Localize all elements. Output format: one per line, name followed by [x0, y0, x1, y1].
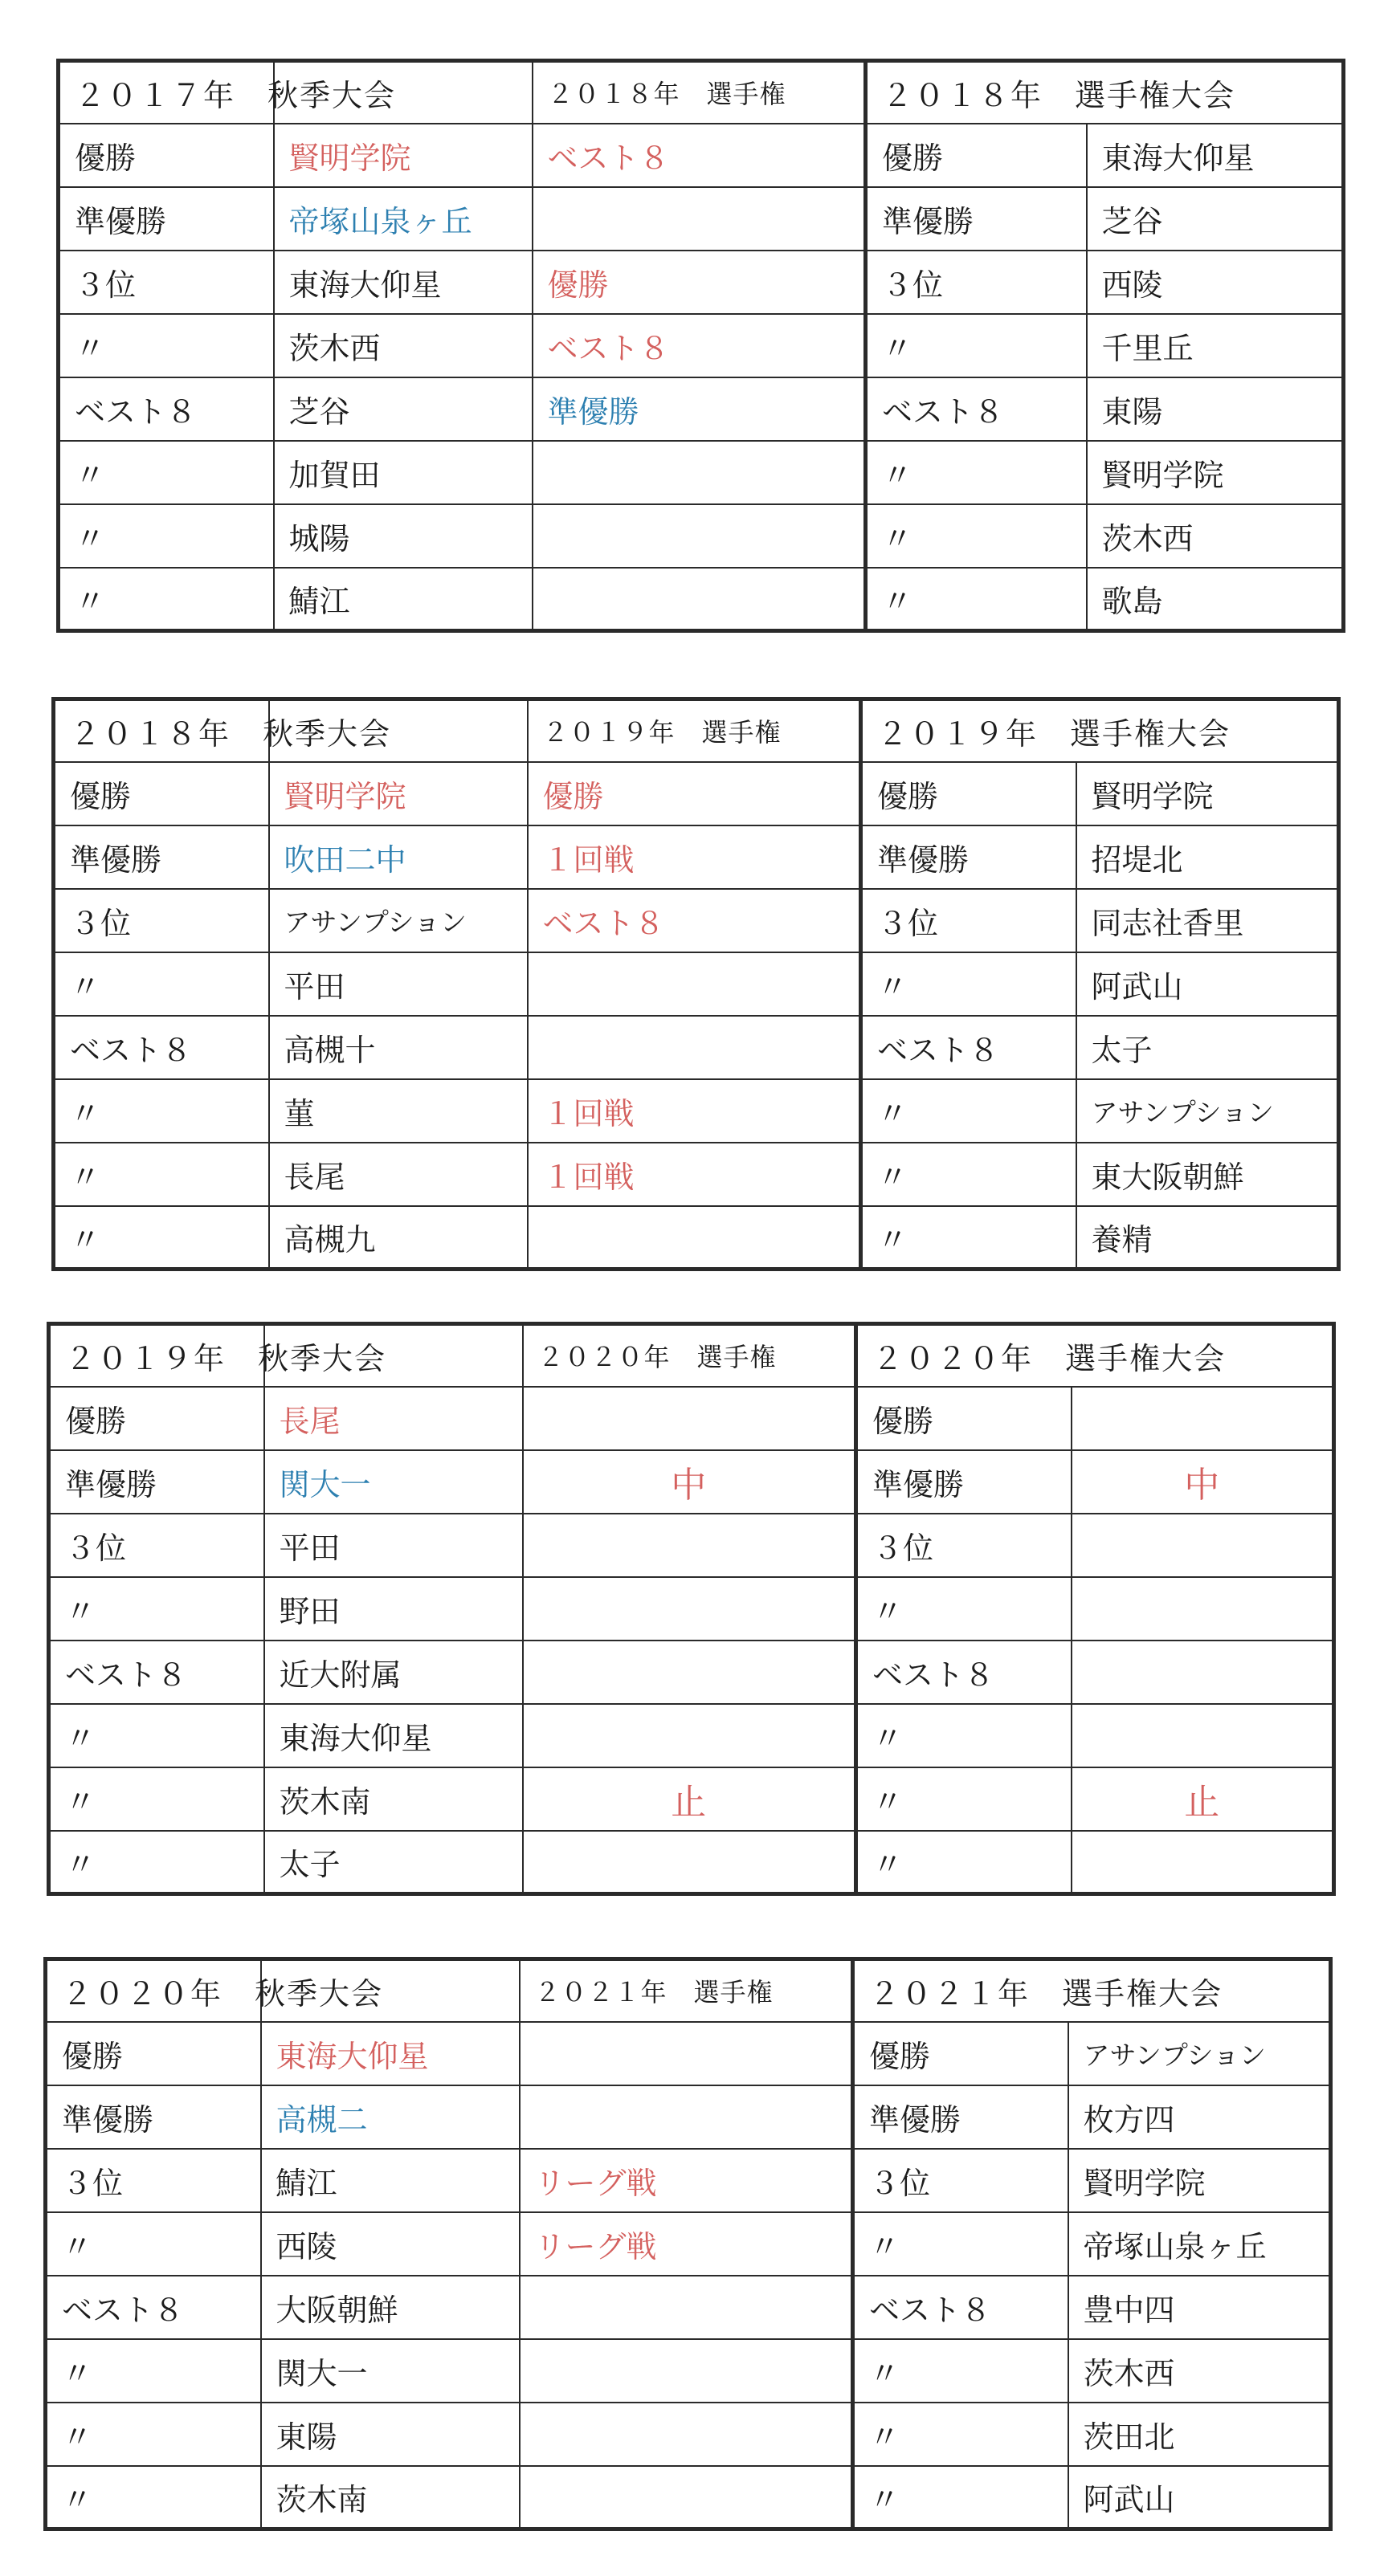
rank-label: 〃 [49, 1704, 264, 1767]
team-name: 太子 [264, 1831, 523, 1894]
rank-label: 準優勝 [853, 2085, 1068, 2149]
team-name: 西陵 [1087, 251, 1344, 314]
team-name: 西陵 [261, 2212, 520, 2276]
team-name: 豊中四 [1068, 2276, 1331, 2339]
rank-label: 〃 [59, 314, 274, 377]
rank-label: 準優勝 [46, 2085, 261, 2149]
team-name: 賢明学院 [1076, 762, 1339, 825]
next-result: １回戦 [528, 1079, 861, 1143]
team-name: 茨木西 [1068, 2339, 1331, 2403]
team-name: 東海大仰星 [1087, 124, 1344, 187]
next-result: １回戦 [528, 1143, 861, 1206]
rank-label: 〃 [866, 504, 1087, 568]
rank-label: 準優勝 [54, 825, 269, 889]
rank-label: 〃 [861, 952, 1076, 1016]
rank-label: 準優勝 [856, 1450, 1072, 1514]
team-name: 阿武山 [1076, 952, 1339, 1016]
rank-label: 〃 [49, 1831, 264, 1894]
team-name: 関大一 [264, 1450, 523, 1514]
championship-table [859, 697, 1341, 1271]
rank-label: 〃 [54, 952, 269, 1016]
rank-label: ３位 [59, 251, 274, 314]
rank-label: 〃 [46, 2466, 261, 2529]
rank-label: 〃 [861, 1143, 1076, 1206]
team-name: 平田 [269, 952, 528, 1016]
autumn-results-table [51, 697, 863, 1271]
team-name: 鯖江 [261, 2149, 520, 2212]
team-name: 茨木西 [274, 314, 533, 377]
championship-header: ２０１８年 選手権大会 [866, 61, 1344, 124]
rank-label: 〃 [49, 1767, 264, 1831]
team-name: アサンプション [1076, 1079, 1339, 1143]
rank-label: 優勝 [856, 1387, 1072, 1450]
next-result-header: ２０１８年 選手権 [533, 61, 866, 124]
rank-label: 〃 [54, 1143, 269, 1206]
next-result [520, 2085, 853, 2149]
championship-header: ２０１９年 選手権大会 [861, 699, 1339, 762]
next-result [533, 441, 866, 504]
championship-table [863, 59, 1345, 633]
autumn-results-table [47, 1322, 858, 1896]
next-result [520, 2339, 853, 2403]
rank-label: 〃 [59, 441, 274, 504]
team-name: 太子 [1076, 1016, 1339, 1079]
next-result [520, 2403, 853, 2466]
team-name: 賢明学院 [274, 124, 533, 187]
championship-header: ２０２０年 選手権大会 [856, 1324, 1334, 1387]
next-result: ベスト８ [528, 889, 861, 952]
rank-label: ３位 [54, 889, 269, 952]
team-name: 東海大仰星 [261, 2022, 520, 2085]
team-name: 高槻十 [269, 1016, 528, 1079]
rank-label: 〃 [866, 441, 1087, 504]
team-name: 高槻九 [269, 1206, 528, 1270]
next-result [528, 952, 861, 1016]
rank-label: 〃 [866, 568, 1087, 631]
rank-label: 〃 [856, 1831, 1072, 1894]
team-name: 養精 [1076, 1206, 1339, 1270]
rank-label: 優勝 [54, 762, 269, 825]
next-result-header: ２０２０年 選手権 [523, 1324, 856, 1387]
team-name: 大阪朝鮮 [261, 2276, 520, 2339]
rank-label: 〃 [853, 2339, 1068, 2403]
team-name: 関大一 [261, 2339, 520, 2403]
team-name: 阿武山 [1068, 2466, 1331, 2529]
team-name: 賢明学院 [1068, 2149, 1331, 2212]
rank-label: ３位 [853, 2149, 1068, 2212]
team-name: アサンプション [269, 889, 528, 952]
next-result [528, 1016, 861, 1079]
team-name: 長尾 [264, 1387, 523, 1450]
autumn-header: ２０１８年 秋季大会 [54, 699, 269, 762]
team-name: アサンプション [1068, 2022, 1331, 2085]
team-name: 芝谷 [274, 377, 533, 441]
tournament-block-2017 [56, 59, 1341, 630]
rank-label: 優勝 [866, 124, 1087, 187]
team-name: 同志社香里 [1076, 889, 1339, 952]
next-result: ベスト８ [533, 124, 866, 187]
rank-label: 準優勝 [861, 825, 1076, 889]
next-result: ベスト８ [533, 314, 866, 377]
next-result [520, 2022, 853, 2085]
autumn-results-table [43, 1957, 855, 2531]
team-name: 賢明学院 [1087, 441, 1344, 504]
next-result: リーグ戦 [520, 2149, 853, 2212]
rank-label: 〃 [49, 1577, 264, 1641]
team-name: 加賀田 [274, 441, 533, 504]
rank-label: 〃 [856, 1577, 1072, 1641]
rank-label: ベスト８ [856, 1641, 1072, 1704]
next-result [520, 2466, 853, 2529]
rank-label: 〃 [861, 1079, 1076, 1143]
rank-label: 〃 [861, 1206, 1076, 1270]
team-name: 東大阪朝鮮 [1076, 1143, 1339, 1206]
team-name: 野田 [264, 1577, 523, 1641]
rank-label: 〃 [853, 2466, 1068, 2529]
rank-label: ３位 [49, 1514, 264, 1577]
team-name: 高槻二 [261, 2085, 520, 2149]
rank-label: 準優勝 [59, 187, 274, 251]
rank-label: ベスト８ [853, 2276, 1068, 2339]
rank-label: ３位 [861, 889, 1076, 952]
team-name: 東陽 [261, 2403, 520, 2466]
rank-label: 〃 [46, 2212, 261, 2276]
team-name: 芝谷 [1087, 187, 1344, 251]
team-name: 東海大仰星 [264, 1704, 523, 1767]
team-name: 長尾 [269, 1143, 528, 1206]
team-name: 歌島 [1087, 568, 1344, 631]
rank-label: 優勝 [853, 2022, 1068, 2085]
rank-label: ベスト８ [49, 1641, 264, 1704]
team-name: 茨木西 [1087, 504, 1344, 568]
autumn-header: ２０１７年 秋季大会 [59, 61, 274, 124]
championship-table [854, 1322, 1336, 1896]
rank-label: 〃 [46, 2339, 261, 2403]
rank-label: ３位 [866, 251, 1087, 314]
rank-label: 〃 [853, 2212, 1068, 2276]
cancelled-mark: 中 [1072, 1450, 1334, 1514]
rank-label: 優勝 [49, 1387, 264, 1450]
team-name: 千里丘 [1087, 314, 1344, 377]
championship-header: ２０２１年 選手権大会 [853, 1959, 1331, 2022]
team-name: 枚方四 [1068, 2085, 1331, 2149]
cancelled-mark: 中 [523, 1450, 856, 1514]
next-result: 優勝 [528, 762, 861, 825]
next-result: 準優勝 [533, 377, 866, 441]
next-result: １回戦 [528, 825, 861, 889]
rank-label: 〃 [856, 1704, 1072, 1767]
rank-label: 〃 [54, 1079, 269, 1143]
team-name: 帝塚山泉ヶ丘 [1068, 2212, 1331, 2276]
tournament-block-2019 [47, 1322, 1332, 1893]
next-result [533, 187, 866, 251]
team-name: 鯖江 [274, 568, 533, 631]
rank-label: ベスト８ [861, 1016, 1076, 1079]
autumn-header: ２０１９年 秋季大会 [49, 1324, 264, 1387]
next-result: リーグ戦 [520, 2212, 853, 2276]
rank-label: 〃 [856, 1767, 1072, 1831]
rank-label: ベスト８ [46, 2276, 261, 2339]
team-name: 城陽 [274, 504, 533, 568]
team-name: 平田 [264, 1514, 523, 1577]
team-name: 菫 [269, 1079, 528, 1143]
rank-label: 〃 [59, 568, 274, 631]
team-name: 茨木南 [264, 1767, 523, 1831]
team-name: 茨木南 [261, 2466, 520, 2529]
next-result [528, 1206, 861, 1270]
rank-label: 準優勝 [866, 187, 1087, 251]
rank-label: ベスト８ [866, 377, 1087, 441]
next-result [533, 568, 866, 631]
rank-label: 準優勝 [49, 1450, 264, 1514]
rank-label: 〃 [59, 504, 274, 568]
team-name: 東陽 [1087, 377, 1344, 441]
rank-label: 〃 [853, 2403, 1068, 2466]
next-result-header: ２０２１年 選手権 [520, 1959, 853, 2022]
cancelled-mark: 止 [1072, 1767, 1334, 1831]
championship-table [851, 1957, 1333, 2531]
team-name: 茨田北 [1068, 2403, 1331, 2466]
autumn-header: ２０２０年 秋季大会 [46, 1959, 261, 2022]
next-result [533, 504, 866, 568]
team-name: 東海大仰星 [274, 251, 533, 314]
team-name: 近大附属 [264, 1641, 523, 1704]
rank-label: 〃 [54, 1206, 269, 1270]
tournament-block-2018 [51, 697, 1337, 1269]
team-name: 賢明学院 [269, 762, 528, 825]
next-result [520, 2276, 853, 2339]
autumn-results-table [56, 59, 868, 633]
rank-label: ベスト８ [54, 1016, 269, 1079]
rank-label: 優勝 [59, 124, 274, 187]
team-name: 吹田二中 [269, 825, 528, 889]
rank-label: ３位 [46, 2149, 261, 2212]
rank-label: 〃 [866, 314, 1087, 377]
rank-label: 〃 [46, 2403, 261, 2466]
cancelled-mark: 止 [523, 1767, 856, 1831]
next-result-header: ２０１９年 選手権 [528, 699, 861, 762]
rank-label: ベスト８ [59, 377, 274, 441]
tournament-block-2020 [43, 1957, 1329, 2529]
team-name: 帝塚山泉ヶ丘 [274, 187, 533, 251]
rank-label: 優勝 [861, 762, 1076, 825]
next-result: 優勝 [533, 251, 866, 314]
rank-label: 優勝 [46, 2022, 261, 2085]
team-name: 招堤北 [1076, 825, 1339, 889]
rank-label: ３位 [856, 1514, 1072, 1577]
